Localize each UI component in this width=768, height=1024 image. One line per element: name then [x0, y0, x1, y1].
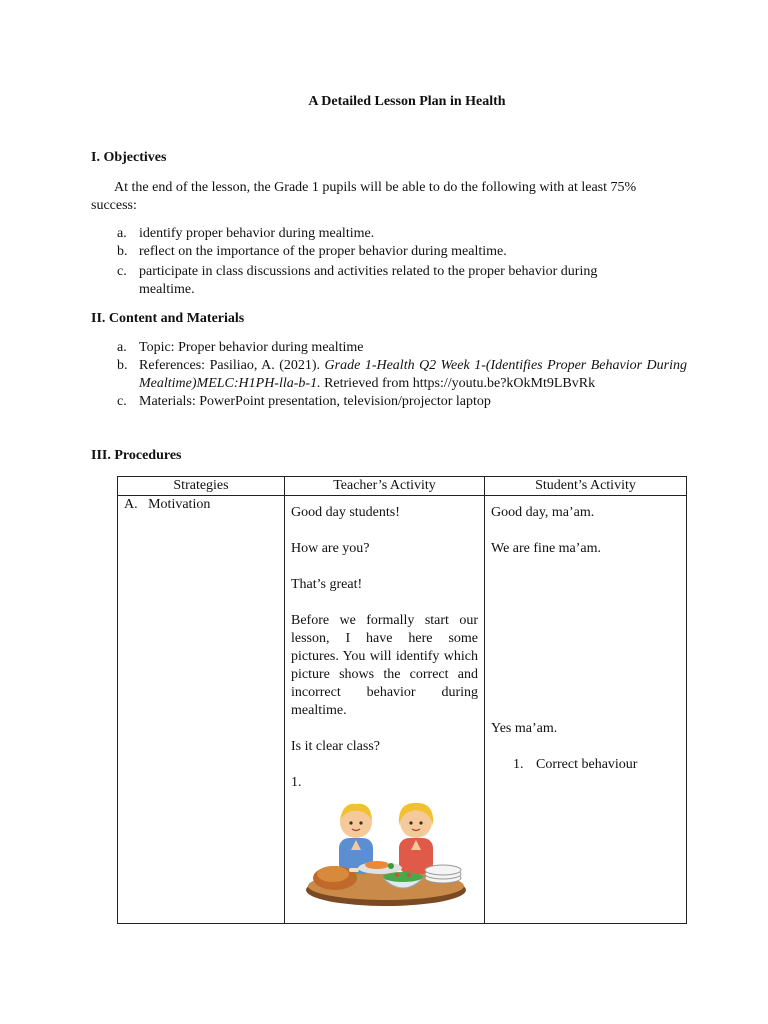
teacher-line: Good day students!: [291, 505, 400, 520]
objective-text: participate in class discussions and activities related to the proper behavior during mealtime.: [139, 264, 598, 297]
references-link[interactable]: Retrieved from https://youtu.be?kOkMt9LBvRk: [320, 376, 596, 391]
objectives-intro-line2: success:: [91, 198, 137, 213]
teacher-line: 1.: [291, 775, 302, 790]
objectives-heading: I. Objectives: [91, 150, 167, 165]
objective-item: [117, 263, 687, 299]
column-header-teacher: Teacher’s Activity: [285, 477, 485, 496]
content-item-topic: [117, 339, 687, 357]
objectives-intro-line1: At the end of the lesson, the Grade 1 pupils will be able to do the following with at least 75%: [114, 180, 637, 195]
content-item-references: [117, 357, 687, 393]
column-header-strategies: Strategies: [118, 477, 285, 496]
children-praying-at-meal-illustration: [305, 798, 478, 916]
table-row: [118, 496, 687, 924]
list-marker: 1.: [513, 757, 524, 772]
column-header-student: Student’s Activity: [485, 477, 687, 496]
list-marker: b.: [117, 358, 128, 373]
teacher-activity-cell: [285, 496, 485, 924]
list-marker: c.: [117, 394, 127, 409]
references-prefix: References: Pasiliao, A. (2021).: [139, 358, 325, 373]
student-line: Yes ma’am.: [491, 721, 558, 736]
content-heading: II. Content and Materials: [91, 311, 245, 326]
student-list-item: [513, 756, 680, 774]
procedures-table: [117, 476, 687, 924]
objective-item: [117, 225, 687, 243]
teacher-line: Is it clear class?: [291, 739, 381, 754]
references-text: [139, 357, 687, 393]
list-marker: c.: [117, 264, 127, 279]
list-marker: b.: [117, 244, 128, 259]
table-header-row: [118, 477, 687, 496]
student-answer: Correct behaviour: [536, 757, 638, 772]
topic-text: Topic: Proper behavior during mealtime: [139, 340, 364, 355]
student-activity-cell: [485, 496, 687, 924]
document-title: A Detailed Lesson Plan in Health: [308, 94, 506, 109]
teacher-line: Before we formally start our lesson, I have here some pictures. You will identify which picture shows the correct and incorrect behavior during mealtime.: [291, 613, 478, 718]
strategy-label: A. Motivation: [124, 497, 211, 512]
list-marker: a.: [117, 226, 127, 241]
content-item-materials: [117, 393, 687, 411]
references-title: Grade 1-Health Q2 Week 1-(Identifies Proper Behavior During Mealtime)MELC:H1PH-lla-b-1.: [139, 358, 688, 391]
objective-text: reflect on the importance of the proper behavior during mealtime.: [139, 244, 507, 259]
procedures-heading: III. Procedures: [91, 448, 182, 463]
student-line: We are fine ma’am.: [491, 541, 602, 556]
teacher-line: That’s great!: [291, 577, 363, 592]
teacher-line: How are you?: [291, 541, 370, 556]
student-line: Good day, ma’am.: [491, 505, 595, 520]
list-marker: a.: [117, 340, 127, 355]
materials-text: Materials: PowerPoint presentation, television/projector laptop: [139, 394, 491, 409]
objective-text: identify proper behavior during mealtime.: [139, 226, 375, 241]
objective-item: [117, 243, 687, 261]
strategy-cell: [118, 496, 285, 924]
